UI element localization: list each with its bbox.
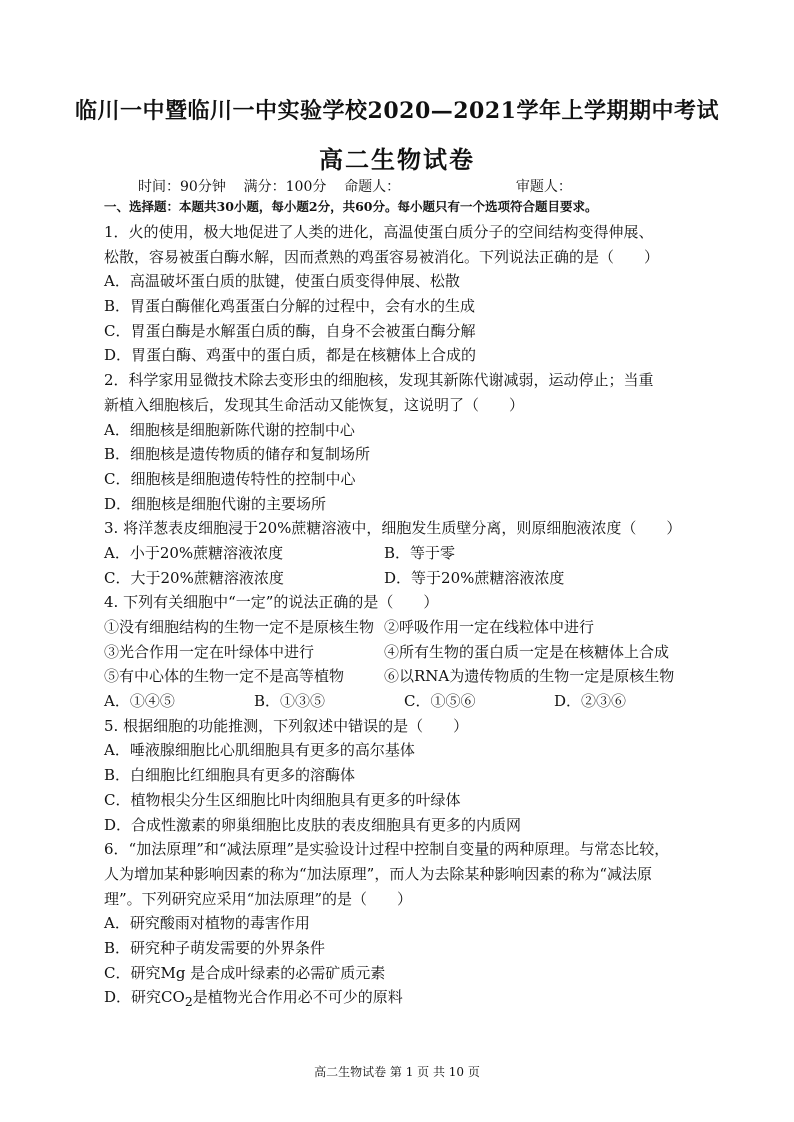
exam-meta <box>138 176 572 196</box>
exam-title: 临川一中暨临川一中实验学校2020—2021学年上学期期中考试 <box>75 98 719 124</box>
q3-option-b: B．等于零 <box>384 543 456 562</box>
q2-option-c: C．细胞核是细胞遗传特性的控制中心 <box>104 469 356 488</box>
q4-option-b: B．①③⑤ <box>254 692 326 711</box>
q5-option-c: C．植物根尖分生区细胞比叶肉细胞具有更多的叶绿体 <box>104 790 461 809</box>
q3-stem: 3. 将洋葱表皮细胞浸于20%蔗糖溶液中，细胞发生质壁分离，则原细胞液浓度（ ） <box>104 519 682 538</box>
q6-option-d-suffix: 是植物光合作用必不可少的原料 <box>192 988 403 1007</box>
q5-stem: 5. 根据细胞的功能推测，下列叙述中错误的是（ ） <box>104 716 469 735</box>
q4-option-c: C．①⑤⑥ <box>404 692 476 711</box>
q6-stem-line3: 理”。下列研究应采用“加法原理”的是（ ） <box>104 889 413 908</box>
q1-option-a: A．高温破坏蛋白质的肽键，使蛋白质变得伸展、松散 <box>104 272 460 291</box>
exam-time: 时间：90分钟 <box>138 179 226 195</box>
q3-option-a: A．小于20%蔗糖溶液浓度 <box>104 543 284 562</box>
q6-option-b: B．研究种子萌发需要的外界条件 <box>104 938 326 957</box>
q2-option-a: A．细胞核是细胞新陈代谢的控制中心 <box>104 420 355 439</box>
q4-statement-5: ⑤有中心体的生物一定不是高等植物 <box>104 667 345 686</box>
q1-stem-line2: 松散，容易被蛋白酶水解，因而煮熟的鸡蛋容易被消化。下列说法正确的是（ ） <box>104 247 660 266</box>
q1-stem-line1: 1．火的使用，极大地促进了人类的进化，高温使蛋白质分子的空间结构变得伸展、 <box>104 223 654 241</box>
q5-option-b: B．白细胞比红细胞具有更多的溶酶体 <box>104 766 356 785</box>
exam-author: 命题人： <box>344 179 401 195</box>
exam-reviewer: 审题人： <box>515 179 572 195</box>
q4-statement-2: ②呼吸作用一定在线粒体中进行 <box>384 618 595 636</box>
q6-stem-line1: 6．“加法原理”和“减法原理”是实验设计过程中控制自变量的两种原理。与常态比较， <box>104 840 670 859</box>
q6-option-a: A．研究酸雨对植物的毒害作用 <box>104 914 310 933</box>
q5-option-d: D．合成性激素的卵巢细胞比皮肤的表皮细胞具有更多的内质网 <box>104 815 522 834</box>
exam-subtitle: 高二生物试卷 <box>319 145 475 174</box>
q4-option-d: D．②③⑥ <box>554 692 627 711</box>
q5-option-a: A．唾液腺细胞比心肌细胞具有更多的高尔基体 <box>104 741 415 760</box>
q4-statement-6: ⑥以RNA为遗传物质的生物一定是原核生物 <box>384 667 675 686</box>
q3-option-c: C．大于20%蔗糖溶液浓度 <box>104 568 284 587</box>
q4-statement-1: ①没有细胞结构的生物一定不是原核生物 <box>104 618 375 636</box>
section-heading: 一、选择题：本题共30小题，每小题2分，共60分。每小题只有一个选项符合题目要求。 <box>104 199 598 214</box>
q4-statements-row2 <box>104 640 696 665</box>
q4-option-a: A．①④⑤ <box>104 692 175 711</box>
questions <box>104 220 696 1010</box>
q3-option-d: D．等于20%蔗糖溶液浓度 <box>384 568 565 587</box>
q1-option-d: D．胃蛋白酶、鸡蛋中的蛋白质，都是在核糖体上合成的 <box>104 346 477 365</box>
q2-option-b: B．细胞核是遗传物质的储存和复制场所 <box>104 445 371 464</box>
q4-statement-4: ④所有生物的蛋白质一定是在核糖体上合成 <box>384 642 670 661</box>
q1-option-b: B．胃蛋白酶催化鸡蛋蛋白分解的过程中，会有水的生成 <box>104 297 476 316</box>
page-footer: 高二生物试卷 第 1 页 共 10 页 <box>314 1065 480 1079</box>
exam-score: 满分：100分 <box>243 179 327 195</box>
q4-stem: 4. 下列有关细胞中“一定”的说法正确的是（ ） <box>104 593 439 612</box>
q4-statements-row1 <box>104 615 696 640</box>
q2-stem-line1: 2．科学家用显微技术除去变形虫的细胞核，发现其新陈代谢减弱，运动停止；当重 <box>104 371 654 390</box>
q4-options-row <box>104 689 696 714</box>
q3-options-row2 <box>104 566 696 591</box>
q2-option-d: D．细胞核是细胞代谢的主要场所 <box>104 494 327 513</box>
q2-stem-line2: 新植入细胞核后，发现其生命活动又能恢复，这说明了（ ） <box>104 395 525 414</box>
q6-option-d-subscript: 2 <box>184 994 193 1010</box>
q6-stem-line2: 人为增加某种影响因素的称为“加法原理”，而人为去除某种影响因素的称为“减法原 <box>104 864 653 883</box>
q6-option-d <box>104 985 696 1010</box>
q4-statement-3: ③光合作用一定在叶绿体中进行 <box>104 642 315 661</box>
q6-option-c: C．研究Mg 是合成叶绿素的必需矿质元素 <box>104 963 386 982</box>
q3-options-row1 <box>104 541 696 566</box>
q4-statements-row3 <box>104 664 696 689</box>
q6-option-d-prefix: D．研究CO <box>104 988 185 1007</box>
q1-option-c: C．胃蛋白酶是水解蛋白质的酶，自身不会被蛋白酶分解 <box>104 321 476 340</box>
